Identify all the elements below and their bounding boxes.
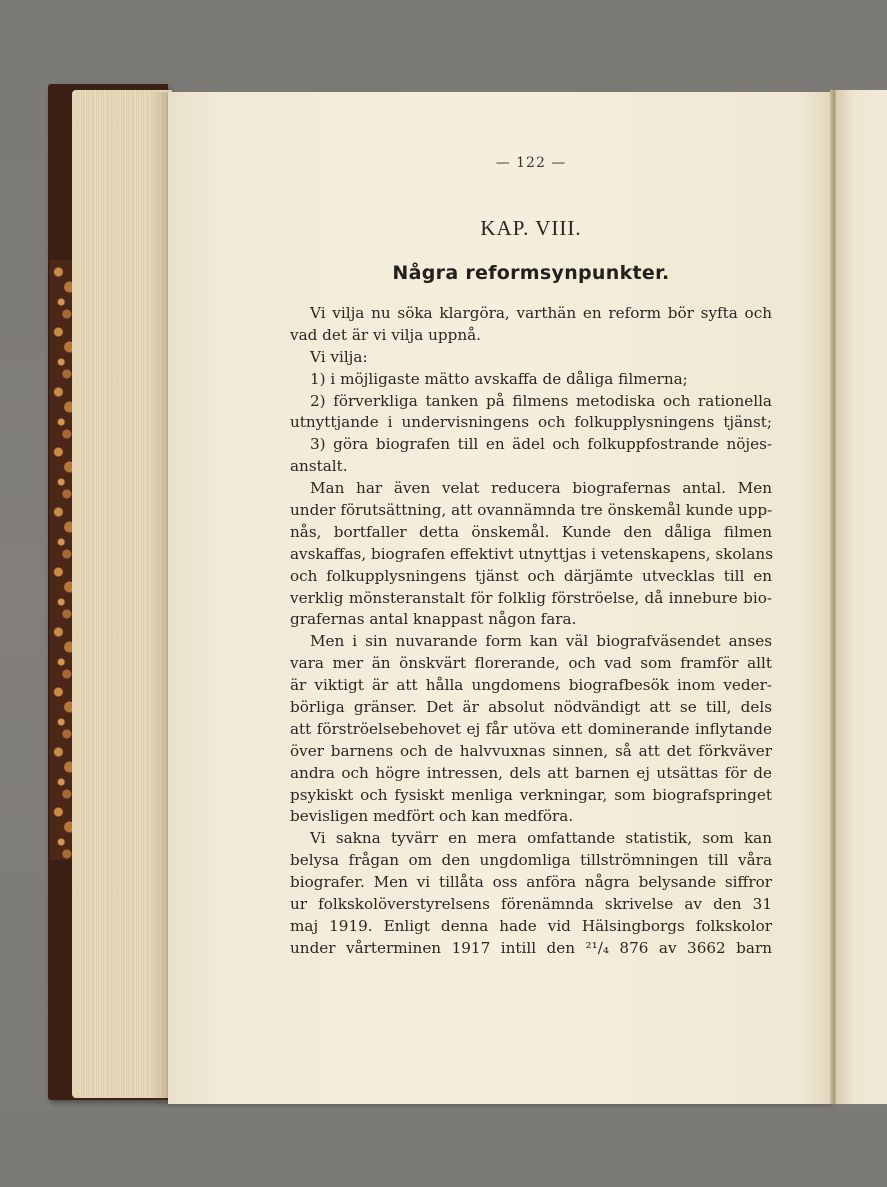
text-line: avskaffas, biografen effektivt utnyttjas i vetenskapens, skolans [290, 544, 773, 563]
text-line: börliga gränser. Det är absolut nödvändigt att se till, dels [290, 698, 772, 717]
text-line: belysa frågan om den ungdomliga tillströmningen till våra [290, 851, 772, 870]
text-line: 1) i möjligaste mätto avskaffa de dåliga filmerna; [310, 369, 688, 388]
text-line: är viktigt är att hålla ungdomens biografbesök inom veder- [290, 676, 772, 695]
text-line: Vi vilja: [310, 347, 368, 366]
text-line: psykiskt och fysiskt menliga verkningar, som biografspringet [290, 785, 772, 804]
text-line: under vårterminen 1917 intill den ²¹/₄ 876 av 3662 barn [290, 938, 772, 957]
text-line: Vi sakna tyvärr en mera omfattande statistik, som kan [310, 829, 772, 848]
facing-page [836, 90, 887, 1104]
text-line: maj 1919. Enligt denna hade vid Hälsingborgs folkskolor [290, 916, 772, 935]
text-line: nås, bortfaller detta önskemål. Kunde den dåliga filmen [290, 522, 772, 541]
text-line: 3) göra biografen till en ädel och folkuppfostrande nöjes- [310, 435, 772, 454]
text-line: bevisligen medfört och kan medföra. [290, 807, 574, 826]
text-line: anstalt. [290, 457, 348, 476]
text-line: ur folkskolöverstyrelsens förenämnda skrivelse av den 31 [290, 895, 772, 914]
text-line: under förutsättning, att ovannämnda tre önskemål kunde upp- [290, 501, 773, 520]
section-heading: Några reformsynpunkter. [392, 262, 670, 284]
text-line: över barnens och de halvvuxnas sinnen, så att det förkväver [290, 741, 772, 760]
text-line: och folkupplysningens tjänst och därjämte utvecklas till en [290, 566, 772, 585]
page-number: — 122 — [495, 155, 567, 171]
text-line: verklig mönsteranstalt för folklig förströelse, då innebure bio- [290, 588, 772, 607]
text-line: vad det är vi vilja uppnå. [290, 325, 482, 344]
chapter-title: KAP. VIII. [480, 216, 582, 240]
text-line: Vi vilja nu söka klargöra, varthän en reform bör syfta och [310, 304, 772, 322]
text-line: vara mer än önskvärt florerande, och vad som framför allt [290, 654, 772, 673]
text-line: biografer. Men vi tillåta oss anföra några belysande siffror [290, 873, 772, 892]
body-text [290, 303, 772, 960]
text-line: grafernas antal knappast någon fara. [290, 610, 577, 629]
text-line: andra och högre intressen, dels att barnen ej utsättas för de [290, 763, 772, 782]
text-line: Man har även velat reducera biografernas antal. Men [310, 479, 772, 498]
text-line: Men i sin nuvarande form kan väl biografväsendet anses [310, 632, 772, 651]
text-line: 2) förverkliga tanken på filmens metodiska och rationella [310, 391, 772, 410]
text-line: utnyttjande i undervisningens och folkupplysningens tjänst; [290, 413, 772, 432]
text-line: att förströelsebehovet ej får utöva ett dominerande inflytande [290, 719, 772, 738]
